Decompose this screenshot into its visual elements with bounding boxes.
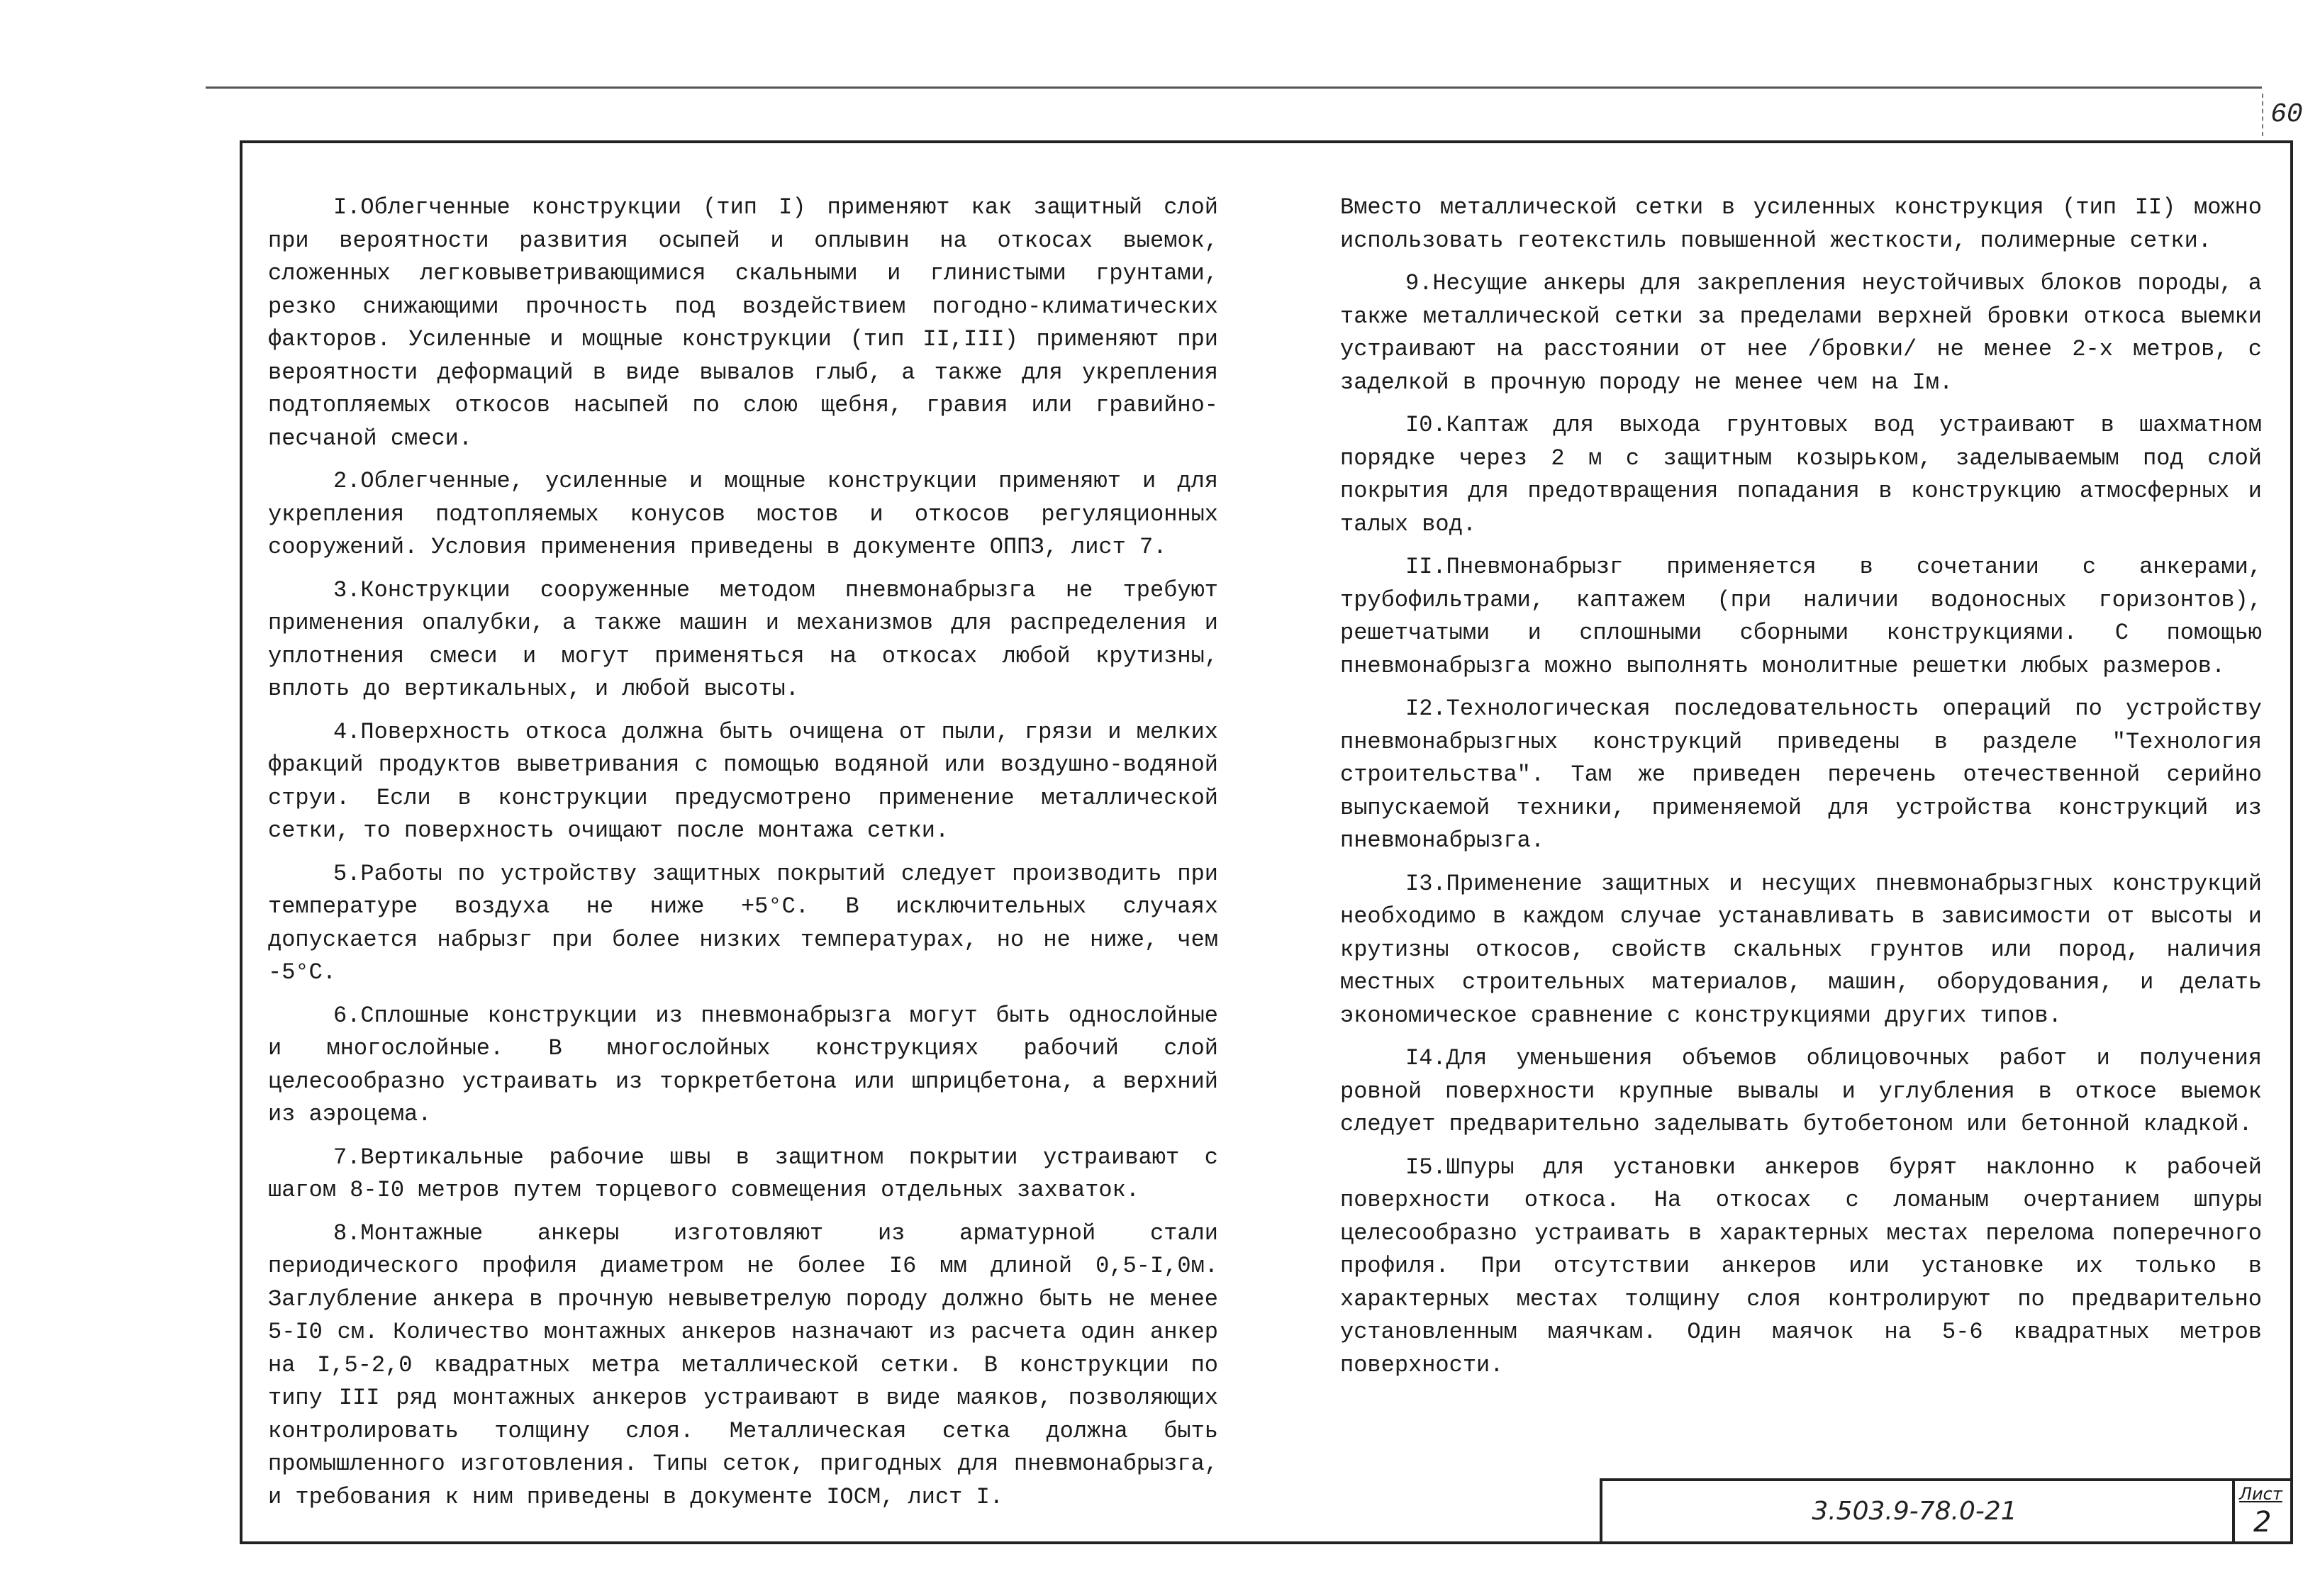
paragraph-1: I.Облегченные конструкции (тип I) применяют как защитный слой при вероятности развития осыпей и оплывин на откосах выемок, сложенных легковыветривающимися скальными и глинистыми грунтами, резко снижающими прочность под воздействием погодно-климатических факторов. Усиленные и мощные конструкции (тип II,III) применяют при вероятности деформаций в виде вывалов глыб, а также для укрепления подтопляемых откосов насыпей по слою щебня, гравия или гравийно-песчаной смеси.	[268, 194, 1218, 452]
paragraph-5: 5.Работы по устройству защитных покрытий следует производить при температуре воздуха не ниже +5°С. В исключительных случаях допускается набрызг при более низких температурах, но не ниже, чем -5°С.	[268, 860, 1218, 986]
corner-page-number: 60	[2262, 94, 2296, 136]
paragraph-11: II.Пневмонабрызг применяется в сочетании с анкерами, трубофильтрами, каптажем (при наличии водоносных горизонтов), решетчатыми и сплошными сборными конструкциями. С помощью пневмонабрызга можно выполнять монолитные решетки любых размеров.	[1340, 554, 2262, 679]
paragraph-3: 3.Конструкции сооруженные методом пневмонабрызга не требуют применения опалубки, а также машин и механизмов для распределения и уплотнения смеси и могут применяться на откосах любой крутизны, вплоть до вертикальных, и любой высоты.	[268, 576, 1218, 702]
paragraph-13: I3.Применение защитных и несущих пневмонабрызгных конструкций необходимо в каждом случае устанавливать в зависимости от высоты и крутизны откосов, свойств скальных грунтов или пород, наличия местных строительных материалов, машин, оборудования, и делать экономическое сравнение с конструкциями других типов.	[1340, 870, 2262, 1029]
paragraph-15: I5.Шпуры для установки анкеров бурят наклонно к рабочей поверхности откоса. На откосах с ломаным очертанием шпуры целесообразно устраивать в характерных местах перелома поперечного профиля. При отсутствии анкеров или установке их только в характерных местах толщину слоя контролируют по предварительно установленным маячкам. Один маячок на 5-6 квадратных метров поверхности.	[1340, 1154, 2262, 1378]
sheet-cell	[2232, 1481, 2292, 1541]
left-column	[268, 191, 1218, 1524]
paragraph-10: I0.Каптаж для выхода грунтовых вод устраивают в шахматном порядке через 2 м с защитным козырьком, заделываемым под слой покрытия для предотвращения попадания в конструкцию атмосферных и талых вод.	[1340, 412, 2262, 537]
paragraph-2: 2.Облегченные, усиленные и мощные конструкции применяют и для укрепления подтопляемых конусов мостов и откосов регуляционных сооружений. Условия применения приведены в документе ОППЗ, лист 7.	[268, 468, 1218, 560]
paragraph-8: 8.Монтажные анкеры изготовляют из арматурной стали периодического профиля диаметром не более I6 мм длиной 0,5-I,0м. Заглубление анкера в прочную невыветрелую породу должно быть не менее 5-I0 см. Количество монтажных анкеров назначают из расчета один анкер на I,5-2,0 квадратных метра металлической сетки. В конструкции по типу III ряд монтажных анкеров устраивают в виде маяков, позволяющих контролировать толщину слоя. Металлическая сетка должна быть промышленного изготовления. Типы сеток, пригодных для пневмонабрызга, и требования к ним приведены в документе IОСМ, лист I.	[268, 1220, 1218, 1510]
paragraph-6: 6.Сплошные конструкции из пневмонабрызга могут быть однослойные и многослойные. В многослойных конструкциях рабочий слой целесообразно устраивать из торкретбетона или шприцбетона, а верхний из аэроцема.	[268, 1002, 1218, 1127]
paragraph-7: 7.Вертикальные рабочие швы в защитном покрытии устраивают с шагом 8-I0 метров путем торцевого совмещения отдельных захваток.	[268, 1144, 1218, 1203]
paragraph-12: I2.Технологическая последовательность операций по устройству пневмонабрызгных конструкций приведены в разделе "Технология строительства". Там же приведен перечень отечественной серийно выпускаемой техники, применяемой для устройства конструкций из пневмонабрызга.	[1340, 696, 2262, 854]
right-column	[1340, 191, 2262, 1392]
sheet-number: 2	[2253, 1506, 2272, 1539]
sheet-label: Лист	[2239, 1484, 2282, 1504]
document-code: 3.503.9-78.0-21	[1812, 1497, 2017, 1526]
paragraph-9: 9.Несущие анкеры для закрепления неустойчивых блоков породы, а также металлической сетки за пределами верхней бровки откоса выемки устраивают на расстоянии от нее /бровки/ не менее 2-х метров, с заделкой в прочную породу не менее чем на Iм.	[1340, 270, 2262, 396]
paragraph-14: I4.Для уменьшения объемов облицовочных работ и получения ровной поверхности крупные вывалы и углубления в откосе выемок следует предварительно заделывать бутобетоном или бетонной кладкой.	[1340, 1045, 2262, 1137]
paragraph-4: 4.Поверхность откоса должна быть очищена от пыли, грязи и мелких фракций продуктов выветривания с помощью водяной или воздушно-водяной струи. Если в конструкции предусмотрено применение металлической сетки, то поверхность очищают после монтажа сетки.	[268, 718, 1218, 844]
title-block	[1600, 1478, 2292, 1541]
top-rule	[206, 87, 2262, 89]
paragraph-8-continuation: Вместо металлической сетки в усиленных конструкция (тип II) можно использовать геотекстиль повышенной жесткости, полимерные сетки.	[1340, 194, 2262, 254]
